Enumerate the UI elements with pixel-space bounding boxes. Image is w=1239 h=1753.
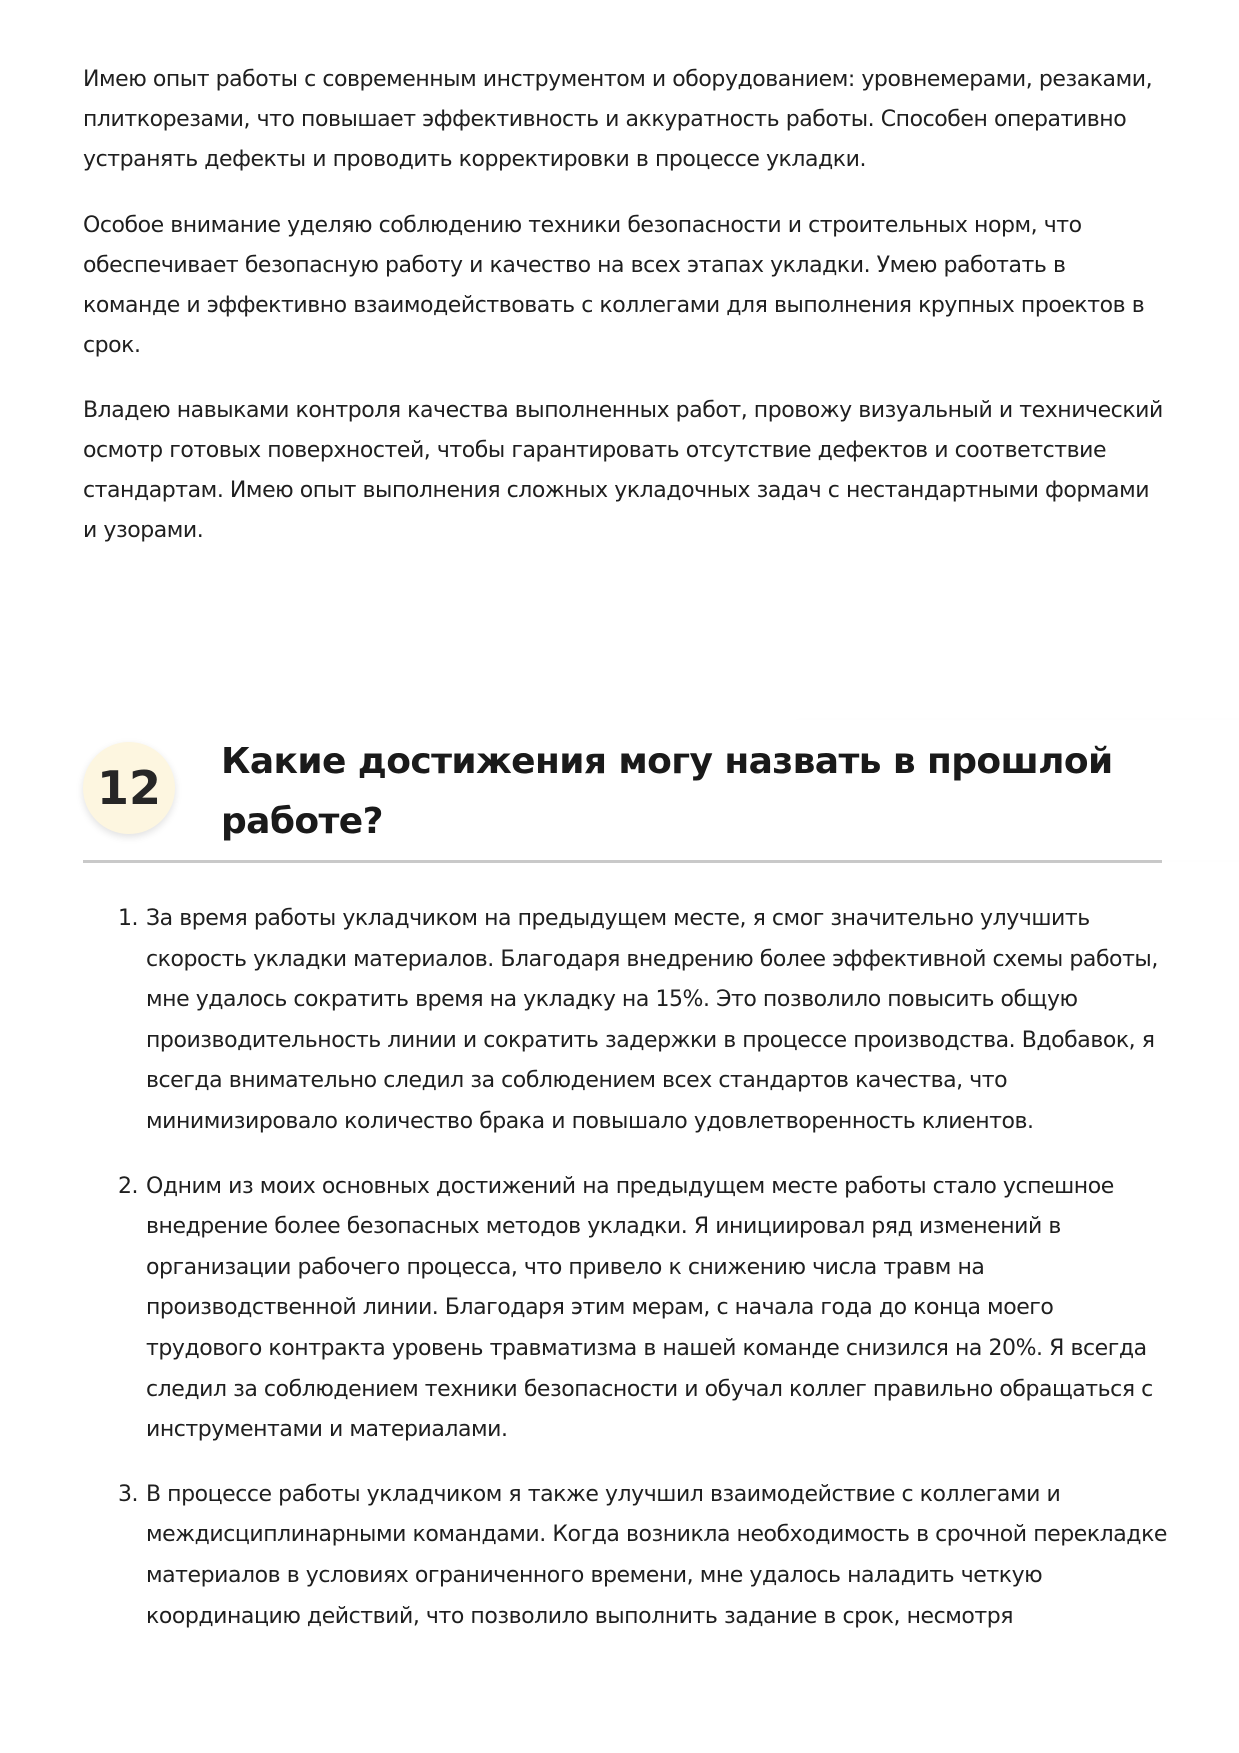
paragraph-safety-teamwork: Особое внимание уделяю соблюдению техники безопасности и строительных норм, что обеспечивает безопасную работу и качество на всех этапах укладки. Умею работать в команде и эффективно взаимодействовать с коллегами для выполнения крупных проектов в срок.: [83, 213, 1145, 358]
paragraph-quality-control: Владею навыками контроля качества выполненных работ, провожу визуальный и технический осмотр готовых поверхностей, чтобы гарантировать отсутствие дефектов и соответствие стандартам. Имею опыт выполнения сложных укладочных задач с нестандартными формами и узорами.: [83, 398, 1163, 543]
paragraph-equipment-experience: Имею опыт работы с современным инструментом и оборудованием: уровнемерами, резаками, плиткорезами, что повышает эффективность и аккуратность работы. Способен оперативно устранять дефекты и проводить корректировки в процессе укладки.: [83, 67, 1153, 172]
achievements-list: [83, 899, 1168, 1661]
list-item-text: За время работы укладчиком на предыдущем месте, я смог значительно улучшить скорость укладки материалов. Благодаря внедрению более эффективной схемы работы, мне удалось сократить время на укладку на 15%. Это позволило повысить общую производительность линии и сократить задержки в процессе производства. Вдобавок, я всегда внимательно следил за соблюдением всех стандартов качества, что минимизировало количество брака и повышало удовлетворенность клиентов.: [146, 906, 1158, 1134]
section-title: Какие достижения могу назвать в прошлой работе?: [221, 741, 1113, 842]
list-item-text: В процессе работы укладчиком я также улучшил взаимодействие с коллегами и междисциплинарными командами. Когда возникла необходимость в срочной перекладке материалов в условиях ограниченного времени, мне удалось наладить четкую координацию действий, что позволило выполнить задание в срок, несмотря: [146, 1481, 1167, 1629]
section-header: [83, 720, 1162, 863]
list-item: [83, 1475, 1168, 1637]
list-item-number: 3.: [118, 1481, 139, 1507]
list-item: [83, 899, 1168, 1143]
list-item: [83, 1167, 1168, 1451]
list-item-text: Одним из моих основных достижений на предыдущем месте работы стало успешное внедрение более безопасных методов укладки. Я инициировал ряд изменений в организации рабочего процесса, что привело к снижению числа травм на производственной линии. Благодаря этим мерам, с начала года до конца моего трудового контракта уровень травматизма в нашей команде снизился на 20%. Я всегда следил за соблюдением техники безопасности и обучал коллег правильно обращаться с инструментами и материалами.: [146, 1173, 1153, 1443]
section-number-badge: 12: [83, 742, 175, 834]
list-item-number: 1.: [118, 906, 139, 931]
list-item-number: 2.: [118, 1173, 139, 1199]
